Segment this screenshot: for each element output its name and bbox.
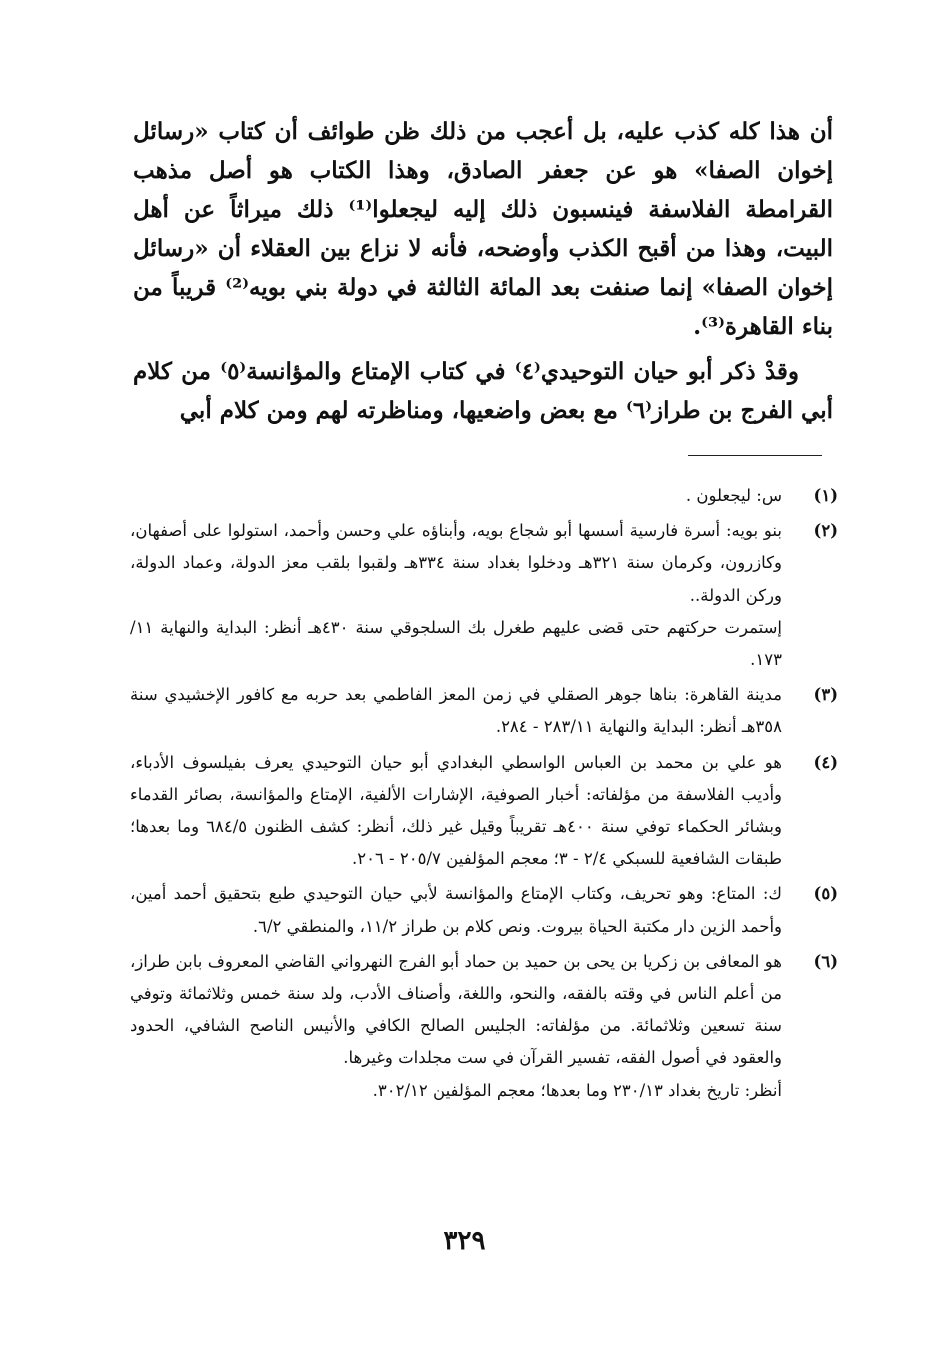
footnote-4 [130, 747, 838, 876]
footnote-number: (٥) [813, 884, 838, 904]
footnote-text: إستمرت حركتهم حتى قضى عليهم طغرل بك السلجوقي سنة ٤٣٠هـ أنظر: البداية والنهاية ١١/ ١٧٣. [130, 617, 782, 670]
footnote-1 [130, 480, 838, 512]
footnote-6 [130, 946, 838, 1107]
page-number: ٣٢٩ [443, 1226, 486, 1256]
footnote-text: بنو بويه: أسرة فارسية أسسها أبو شجاع بويه، وأبناؤه علي وحسن وأحمد، استولوا على أصفهان، وكازرون، وكرمان سنة ٣٢١هـ ودخلوا بغداد سنة ٣٣٤هـ ولقبوا بلقب معز الدولة، وعماد الدولة، وركن الدولة.. [130, 521, 783, 605]
main-paragraph: وقدْ ذكر أبو حيان التوحيدي⁽٤⁾ في كتاب الإمتاع والمؤانسة⁽٥⁾ من كلام أبي الفرج بن طراز⁽٦⁾ مع بعض واضعيها، ومناظرته لهم ومن كلام أبي [133, 358, 833, 424]
footnote-3 [130, 679, 838, 743]
footnote-text: أنظر: تاريخ بغداد ٢٣٠/١٣ وما بعدها؛ معجم المؤلفين ٣٠٢/١٢. [372, 1080, 782, 1100]
footnote-number: (١) [813, 486, 838, 505]
footnote-separator [688, 455, 822, 456]
footnote-text: مدينة القاهرة: بناها جوهر الصقلي في زمن المعز الفاطمي بعد حربه مع كافور الإخشيدي سنة ٣٥٨هـ أنظر: البداية والنهاية ٢٨٣/١١ - ٢٨٤. [130, 685, 782, 737]
main-text [133, 112, 833, 430]
footnote-number: (٣) [813, 685, 838, 705]
footnote-text: هو علي بن محمد بن العباس الواسطي البغدادي أبو حيان التوحيدي يعرف بفيلسوف الأدباء، وأديب الفلاسفة من مؤلفاته: أخبار الصوفية، الإشارات الألفية، الإمتاع والمؤانسة، بصائر القدماء وبشائر الحكماء توفي سنة ٤٠٠هـ تقريباً وقيل غير ذلك، أنظر: كشف الظنون ٦٨٤/٥ وما بعدها؛ طبقات الشافعية للسبكي ٢/٤ - ٣؛ معجم المؤلفين ٢٠٥/٧ - ٢٠٦. [130, 752, 783, 869]
footnote-number: (٤) [813, 752, 838, 772]
footnote-5 [130, 878, 838, 942]
footnote-number: (٦) [813, 951, 838, 971]
footnote-2 [130, 515, 838, 676]
footnote-number: (٢) [813, 521, 838, 541]
footnotes [130, 480, 838, 1110]
footnote-text: ك: المتاع: وهو تحريف، وكتاب الإمتاع والمؤانسة لأبي حيان التوحيدي طبع بتحقيق أحمد أمين، وأحمد الزين دار مكتبة الحياة بيروت. ونص كلام بن طراز ١١/٢، والمنطقي ٦/٢. [130, 884, 782, 936]
main-paragraph: أن هذا كله كذب عليه، بل أعجب من ذلك ظن طوائف أن كتاب «رسائل إخوان الصفا» هو عن جعفر الصادق، وهذا الكتاب هو أصل مذهب القرامطة الفلاسفة فينسبون ذلك إليه ليجعلوا⁽¹⁾ ذلك ميراثاً عن أهل البيت، وهذا من أقبح الكذب وأوضحه، فأنه لا نزاع بين العقلاء أن «رسائل إخوان الصفا» إنما صنفت بعد المائة الثالثة في دولة بني بويه⁽²⁾ قريباً من بناء القاهرة⁽³⁾. [133, 118, 833, 340]
footnote-text: هو المعافى بن زكريا بن يحى بن حميد بن حماد أبو الفرج النهرواني القاضي المعروف بابن طراز، من أعلم الناس في وقته بالفقه، والنحو، واللغة، وأصناف الأدب، ولد سنة خمس وثلاثمائة وتوفي سنة تسعين وثلاثمائة. من مؤلفاته: الجليس الصالح الكافي والأنيس الناصح الشافي، الحدود والعقود في أصول الفقه، تفسير القرآن في ست مجلدات وغيرها. [130, 951, 782, 1068]
footnote-text: س: ليجعلون . [685, 486, 782, 505]
